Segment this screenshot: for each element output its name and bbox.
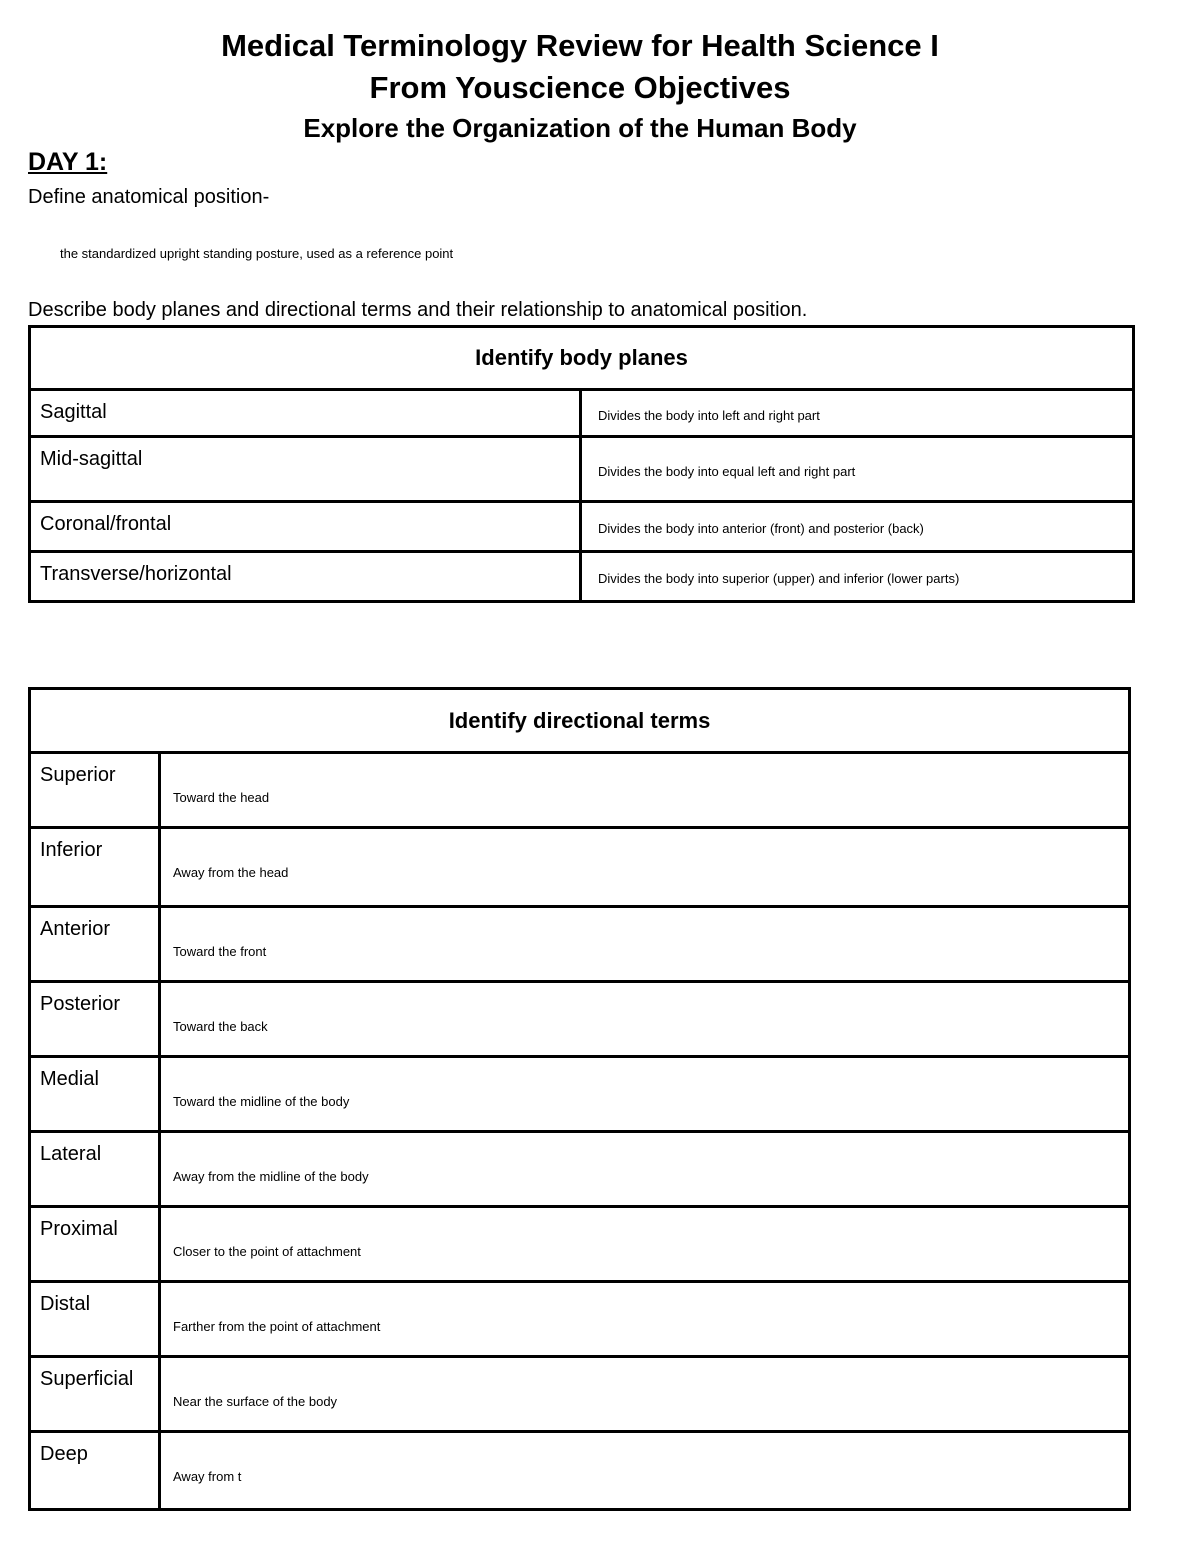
plane-term: Mid-sagittal [30,437,581,502]
direction-definition[interactable]: Farther from the point of attachment [160,1282,1130,1357]
body-planes-table [28,325,1135,603]
question-anatomical-position: Define anatomical position- [28,186,270,208]
table-row [30,828,1130,907]
direction-term: Posterior [30,982,160,1057]
directional-terms-heading: Identify directional terms [30,689,1130,753]
direction-term: Proximal [30,1207,160,1282]
plane-definition[interactable]: Divides the body into superior (upper) and inferior (lower parts) [581,552,1134,602]
page-subtitle: Explore the Organization of the Human Body [303,113,857,143]
plane-definition[interactable]: Divides the body into left and right part [581,390,1134,437]
direction-term: Distal [30,1282,160,1357]
direction-term: Superficial [30,1357,160,1432]
plane-term: Transverse/horizontal [30,552,581,602]
table-row [30,753,1130,828]
direction-definition[interactable]: Away from the midline of the body [160,1132,1130,1207]
table-row [30,1132,1130,1207]
table-row [30,390,1134,437]
directional-terms-table [28,687,1131,1511]
question-body-planes: Describe body planes and directional terms and their relationship to anatomical position. [28,299,808,321]
plane-term: Sagittal [30,390,581,437]
page-title: Medical Terminology Review for Health Science I [221,28,939,63]
direction-term: Medial [30,1057,160,1132]
page-title-line-2: From Youscience Objectives [369,70,791,105]
direction-term: Superior [30,753,160,828]
direction-definition[interactable]: Toward the head [160,753,1130,828]
direction-definition[interactable]: Near the surface of the body [160,1357,1130,1432]
direction-definition[interactable]: Toward the front [160,907,1130,982]
table-row [30,502,1134,552]
direction-definition[interactable]: Away from the head [160,828,1130,907]
table-row [30,1282,1130,1357]
direction-term: Inferior [30,828,160,907]
table-row [30,1357,1130,1432]
direction-term: Anterior [30,907,160,982]
direction-definition[interactable]: Closer to the point of attachment [160,1207,1130,1282]
table-row [30,1057,1130,1132]
table-row [30,552,1134,602]
table-row [30,982,1130,1057]
body-planes-heading: Identify body planes [30,327,1134,390]
table-row [30,437,1134,502]
direction-definition[interactable]: Away from t [160,1432,1130,1510]
table-row [30,1207,1130,1282]
plane-definition[interactable]: Divides the body into equal left and right part [581,437,1134,502]
direction-definition[interactable]: Toward the back [160,982,1130,1057]
answer-anatomical-position[interactable]: the standardized upright standing posture, used as a reference point [60,246,454,261]
direction-term: Lateral [30,1132,160,1207]
direction-definition[interactable]: Toward the midline of the body [160,1057,1130,1132]
table-row [30,1432,1130,1510]
plane-definition[interactable]: Divides the body into anterior (front) and posterior (back) [581,502,1134,552]
plane-term: Coronal/frontal [30,502,581,552]
direction-term: Deep [30,1432,160,1510]
day-heading: DAY 1: [28,148,108,176]
table-row [30,907,1130,982]
